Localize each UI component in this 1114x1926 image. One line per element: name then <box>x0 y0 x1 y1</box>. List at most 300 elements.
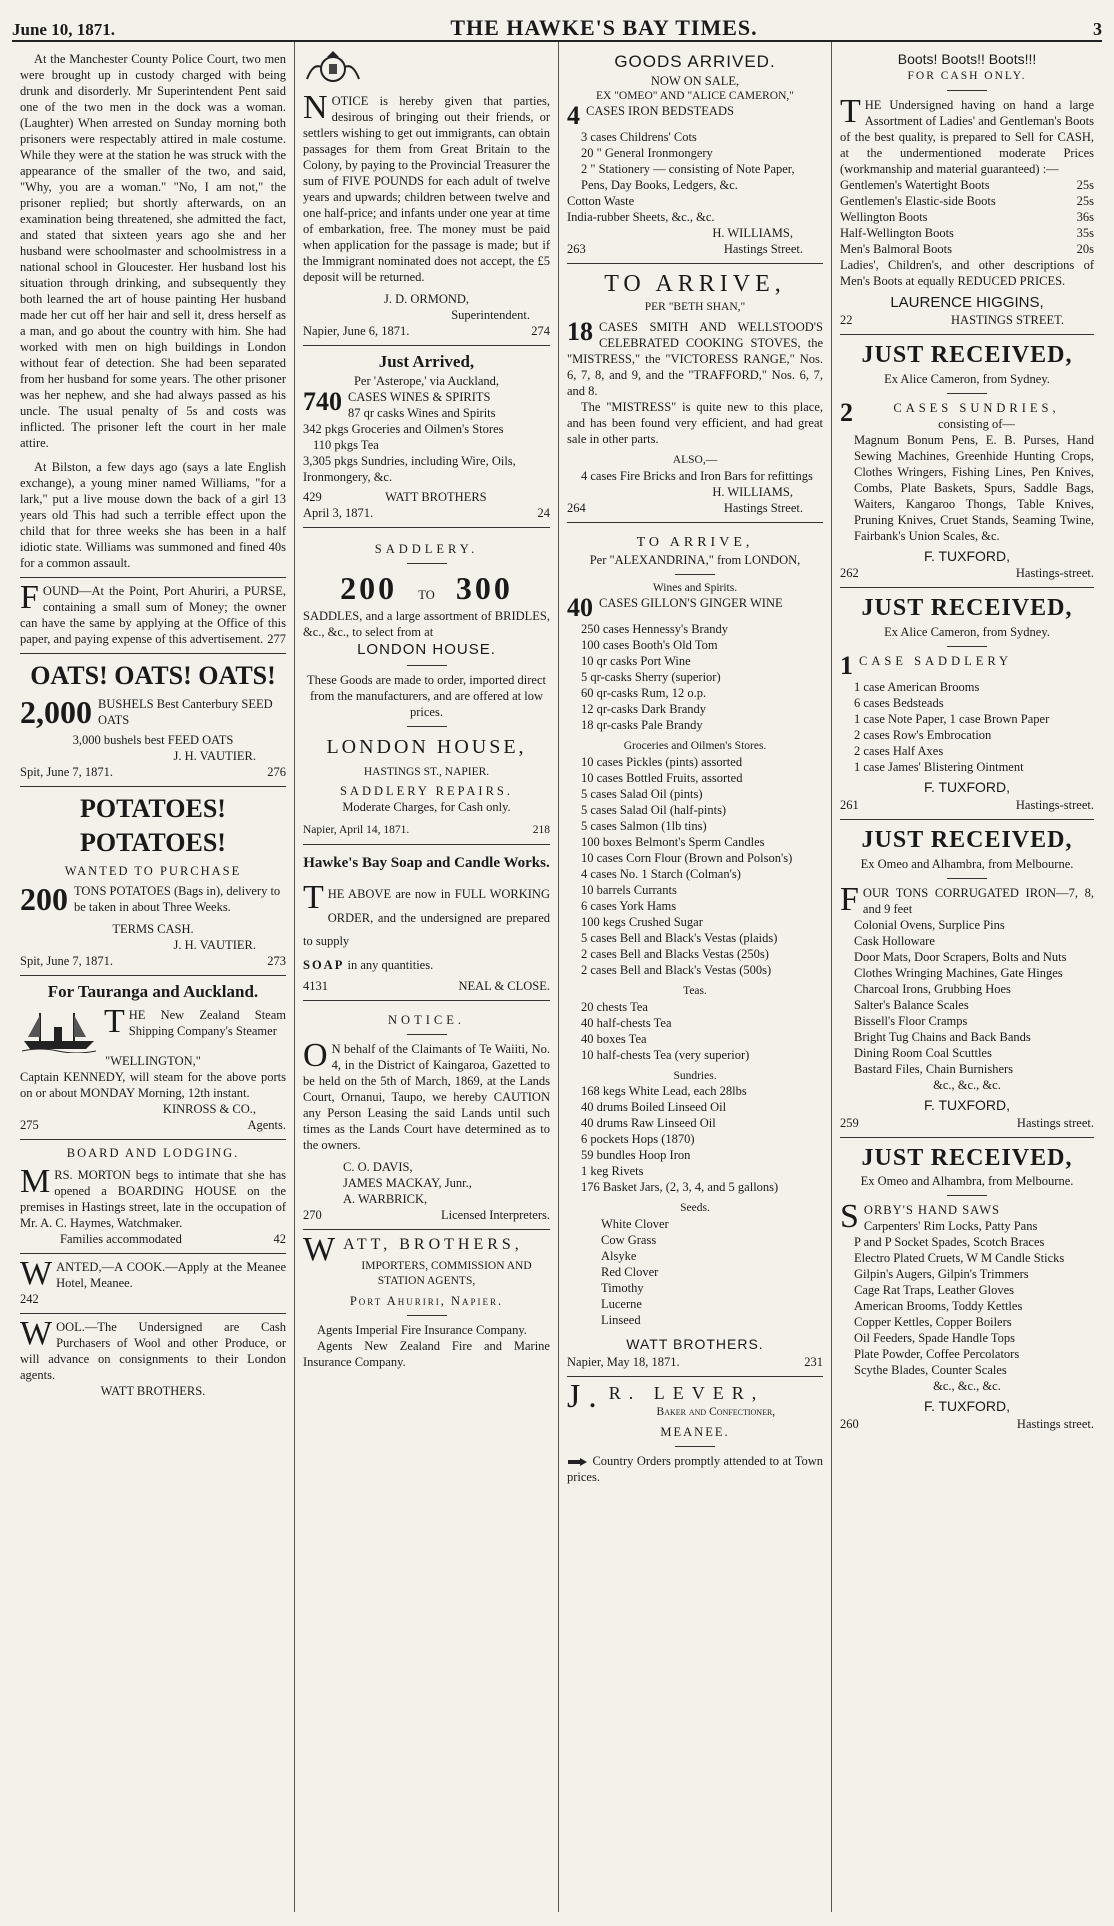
signature: WATT BROTHERS <box>385 489 487 504</box>
shop-address: Hastings Street. <box>723 500 803 515</box>
ad-text: CASES WINES & SPIRITS <box>348 389 491 404</box>
column-1 <box>12 42 295 1912</box>
ad-text: Moderate Charges, for Cash only. <box>342 800 511 815</box>
ad-just-arrived-watt <box>303 346 550 528</box>
ad-headline: TO ARRIVE, <box>636 534 754 550</box>
ad-just-received-2 <box>840 588 1094 820</box>
list-item: Gilpin's Augers, Gilpin's Trimmers <box>854 1267 1029 1282</box>
royal-crest-icon <box>303 51 363 83</box>
signature-title: Superintendent. <box>451 308 530 322</box>
ad-subhead: ALSO,— <box>672 453 718 466</box>
list-item: Electro Plated Cruets, W M Candle Sticks <box>854 1251 1065 1266</box>
price-item: Gentlemen's Watertight Boots <box>840 177 990 192</box>
article-text: At the Manchester County Police Court, two men were brought up in custody charged with being drunk and disorderly. Mr Superintendent Pent said one of the two men in the dock was a woman. (Laughter) When arrested on Sunday morning both prisoners were respectably attired in male costume. While they were at the station he was struck with the appearance of the smaller of the two, and said, "Why, you are a woman." "No, I am not," the prisoner replied; but shortly afterwards, on an examination being threatened, she admitted the fact, and stated that sixteen years ago she and her husband were schoolmaster and schoolmistress in a national school in Gloucester. Her husband lost his situation through drinking, and subsequently they both learned the art of house painting Her husband made her cut off her hair and sell it, dress herself as a man, and go about the country with him. She had worked with men on high buildings in London without fear of detection. She had been separated from her husband for some years. The other prisoner was her nephew, and she had always passed as his uncle. The usual penalty of 5s and costs was inflicted. The prisoner left the court in her male attire. <box>20 52 286 450</box>
ad-text: TONS POTATOES (Bags in), delivery to be taken in about Three Weeks. <box>74 883 281 914</box>
ad-date: April 3, 1871. <box>303 505 374 520</box>
shop-address: MEANEE. <box>660 1424 730 1439</box>
ad-text: ANTED,—A COOK.—Apply at the Meanee Hotel, Meanee. <box>56 1259 286 1290</box>
drop-cap: W <box>20 1314 53 1352</box>
list-item: P and P Socket Spades, Scotch Braces <box>854 1235 1045 1250</box>
ad-text: HE Undersigned having on hand a large Assortment of Ladies' and Gentleman's Boots of the best quality, is prepared to Sell for CASH, at the undermentioned moderate Prices (workmanship and material guaranteed) :— <box>840 97 1094 176</box>
shop-address: Hastings-street. <box>1015 798 1094 813</box>
ad-headline: JUST RECEIVED, <box>861 341 1073 368</box>
ad-text: Country Orders promptly attended to at Town prices. <box>567 1453 824 1484</box>
ad-notice-claimants <box>303 1001 550 1230</box>
ad-number: 218 <box>532 824 550 837</box>
sundries-list <box>567 1083 823 1195</box>
divider <box>947 393 987 394</box>
ad-text: 4 cases Fire Bricks and Iron Bars for refittings <box>581 468 813 483</box>
price-item: Men's Balmoral Boots <box>840 241 952 256</box>
ad-date: Spit, June 7, 1871. <box>20 953 114 968</box>
signature: JAMES MACKAY, Junr., <box>343 1175 472 1190</box>
ad-text: CASE SADDLERY <box>859 654 1013 669</box>
ad-text: 87 qr casks Wines and Spirits <box>348 405 496 420</box>
list-item: Charcoal Irons, Grubbing Hoes <box>854 981 1011 996</box>
signature: F. TUXFORD, <box>923 779 1011 796</box>
divider <box>947 90 987 91</box>
page-number: 3 <box>1093 19 1102 39</box>
column-2 <box>295 42 559 1912</box>
list-item: 100 boxes Belmont's Sperm Candles <box>581 834 765 849</box>
signature: F. TUXFORD, <box>923 547 1011 564</box>
shop-name: LONDON HOUSE, <box>326 735 527 758</box>
ad-number: 22 <box>840 312 853 327</box>
divider <box>407 563 447 564</box>
signature-title: Licensed Interpreters. <box>441 1207 550 1222</box>
column-3 <box>559 42 832 1912</box>
list-item: 1 case Note Paper, 1 case Brown Paper <box>854 712 1050 727</box>
list-item: 1 keg Rivets <box>581 1164 644 1179</box>
ad-text: OUR TONS CORRUGATED IRON—7, 8, and 9 feet <box>862 885 1094 916</box>
ad-text: HE ABOVE are now in FULL WORKING ORDER, and the undersigned are prepared to supply <box>303 886 550 949</box>
list-item: 40 boxes Tea <box>581 1031 647 1046</box>
signature: WATT BROTHERS. <box>100 1383 206 1398</box>
list-item: Alsyke <box>601 1249 637 1264</box>
shop-address: HASTINGS STREET. <box>951 312 1064 327</box>
list-item: 10 cases Bottled Fruits, assorted <box>581 770 743 785</box>
ad-text: ORBY'S HAND SAWS <box>863 1203 1000 1218</box>
signature: H. WILLIAMS, <box>712 484 793 499</box>
ad-text: 342 pkgs Groceries and Oilmen's Stores <box>303 421 504 436</box>
drop-cap: O <box>303 1036 328 1074</box>
list-item: Bastard Files, Chain Burnishers <box>854 1061 1014 1076</box>
ad-potatoes <box>20 787 286 976</box>
ad-headline: BOARD AND LODGING. <box>66 1145 240 1160</box>
ad-just-received-3 <box>840 820 1094 1138</box>
list-item: Cotton Waste <box>567 194 635 209</box>
ad-text: CASES SMITH AND WELLSTOOD'S CELEBRATED COOKING STOVES, the "MISTRESS," the "VICTORESS RANGE," Nos. 6, 7, 8, and 9, and the "TRAFFORD," Nos. 6, 7, and 8. <box>567 319 823 398</box>
quantity: 200 <box>20 880 68 917</box>
ad-headline: NOTICE. <box>388 1012 465 1027</box>
list-item: Plate Powder, Coffee Percolators <box>854 1347 1020 1362</box>
signature: F. TUXFORD, <box>923 1398 1011 1415</box>
list-item: Red Clover <box>601 1265 659 1280</box>
ad-boots <box>840 46 1094 335</box>
divider <box>407 726 447 727</box>
ad-tauranga-steamer <box>20 976 286 1140</box>
ad-text: RS. MORTON begs to intimate that she has opened a BOARDING HOUSE on the premises in Hastings street, late in the occupation of Mr. A. C. Haymes, Watchmaker. <box>20 1167 286 1230</box>
list-item: 5 cases Salad Oil (half-pints) <box>581 802 727 817</box>
list-item: CASES GILLON'S GINGER WINE <box>599 596 783 611</box>
ad-text: Agents Imperial Fire Insurance Company. <box>317 1322 527 1337</box>
ad-date: Napier, May 18, 1871. <box>567 1355 680 1370</box>
list-item: Scythe Blades, Counter Scales <box>854 1363 1007 1378</box>
ad-subhead: NOW ON SALE, <box>650 73 740 88</box>
ad-headline: ATT, BROTHERS, <box>343 1235 523 1253</box>
ad-terms: TERMS CASH. <box>112 921 194 936</box>
ad-date: Napier, April 14, 1871. <box>303 824 410 837</box>
signature: H. WILLIAMS, <box>712 226 793 241</box>
section-heading: Seeds. <box>680 1202 710 1215</box>
list-item: 4 cases No. 1 Starch (Colman's) <box>581 866 741 881</box>
ad-number: 261 <box>840 798 859 813</box>
ad-wanted-cook <box>20 1254 286 1314</box>
ad-headline: SADDLERY. <box>374 541 479 556</box>
shop-address: HASTINGS ST., NAPIER. <box>363 765 490 778</box>
signature: C. O. DAVIS, <box>343 1159 413 1174</box>
list-item: Clothes Wringing Machines, Gate Hinges <box>854 965 1063 980</box>
list-item: Lucerne <box>601 1297 642 1312</box>
section-heading: Teas. <box>683 984 707 997</box>
quantity: 40 <box>567 593 593 623</box>
price-row <box>840 193 1094 209</box>
ad-to-arrive-alexandrina <box>567 523 823 1377</box>
item-list <box>840 917 1094 1077</box>
list-item: Colonial Ovens, Surplice Pins <box>854 917 1005 932</box>
ad-text: IMPORTERS, COMMISSION AND STATION AGENTS, <box>361 1260 532 1288</box>
ad-headline: Hawke's Bay Soap and Candle Works. <box>303 854 550 871</box>
ad-text: SADDLES, and a large assortment of BRIDLES, &c., &c., to select from at <box>303 608 550 639</box>
ad-text: 3,305 pkgs Sundries, including Wire, Oils, Ironmongery, &c. <box>303 453 516 484</box>
ad-headline: R. LEVER, <box>608 1383 765 1404</box>
list-item: 5 qr-casks Sherry (superior) <box>581 670 721 685</box>
drop-cap: F <box>20 579 39 616</box>
steamship-icon <box>20 1007 98 1053</box>
ad-subhead: WANTED TO PURCHASE <box>64 863 242 878</box>
quantity: 200 <box>340 569 398 606</box>
ad-number: 24 <box>537 505 550 520</box>
ad-number: 264 <box>567 500 586 515</box>
divider <box>407 665 447 666</box>
list-item: 10 qr casks Port Wine <box>581 654 691 669</box>
list-item: 2 " Stationery — consisting of Note Paper, Pens, Day Books, Ledgers, &c. <box>581 162 795 193</box>
drop-cap: T <box>303 878 324 916</box>
list-item: Timothy <box>601 1281 644 1296</box>
ad-number: 276 <box>267 765 286 780</box>
ad-text: OUND—At the Point, Port Ahuriri, a PURSE, containing a small sum of Money; the owner can have the same by applying at the Office of this paper, and paying expense of this advertisement. <box>20 584 286 646</box>
list-item: 40 drums Boiled Linseed Oil <box>581 1100 727 1115</box>
ad-goods-arrived <box>567 46 823 264</box>
signature: NEAL & CLOSE. <box>458 978 550 993</box>
list-item: 5 cases Bell and Black's Vestas (plaids) <box>581 930 778 945</box>
ad-number: 231 <box>804 1355 823 1370</box>
ad-just-received-1 <box>840 335 1094 589</box>
list-item: Cage Rat Traps, Leather Gloves <box>854 1283 1015 1298</box>
ad-subhead: FOR CASH ONLY. <box>907 69 1027 82</box>
list-item: 2 cases Row's Embrocation <box>854 728 992 743</box>
column-4 <box>832 42 1102 1912</box>
list-item: India-rubber Sheets, &c., &c. <box>567 210 715 225</box>
section-heading: Wines and Spirits. <box>652 581 738 594</box>
divider <box>407 1034 447 1035</box>
list-item: 20 " General Ironmongery <box>581 146 713 161</box>
shop-address: Port Ahuriri, Napier. <box>349 1293 504 1308</box>
ad-text: CASES SUNDRIES, <box>893 400 1060 415</box>
signature: F. TUXFORD, <box>923 1096 1011 1113</box>
list-item: Linseed <box>601 1313 641 1328</box>
list-item: 40 drums Raw Linseed Oil <box>581 1116 716 1131</box>
list-item: 12 qr-casks Dark Brandy <box>581 702 707 717</box>
ad-number: 262 <box>840 566 859 581</box>
list-item: 6 pockets Hops (1870) <box>581 1132 695 1147</box>
ad-headline: Boots! Boots!! Boots!!! <box>897 51 1037 67</box>
ad-number: 259 <box>840 1115 859 1130</box>
ad-number: 274 <box>531 324 550 338</box>
quantity: 740 <box>303 386 342 416</box>
divider <box>947 878 987 879</box>
shop-address: Hastings street. <box>1016 1115 1094 1130</box>
price-item: Gentlemen's Elastic-side Boots <box>840 193 996 208</box>
ad-headline: For Tauranga and Auckland. <box>47 981 259 1001</box>
ad-watt-brothers-agents <box>303 1230 550 1376</box>
list-item: 18 qr-casks Pale Brandy <box>581 718 703 733</box>
list-item: 1 case American Brooms <box>854 680 980 695</box>
ad-text: 110 pkgs Tea <box>313 437 379 452</box>
signature: WATT BROTHERS. <box>626 1336 764 1353</box>
ad-text: BUSHELS Best Canterbury SEED OATS <box>98 697 273 728</box>
ad-headline: TO ARRIVE, <box>604 271 786 298</box>
ad-text: Captain KENNEDY, will steam for the above ports on or about MONDAY Morning, 12th instant. <box>20 1069 286 1100</box>
item-list <box>840 679 1094 775</box>
quantity: 1 <box>840 651 853 681</box>
ad-headline: POTATOES! POTATOES! <box>80 794 226 857</box>
drop-cap: N <box>303 89 328 126</box>
drop-cap: T <box>840 92 861 130</box>
quantity: 2,000 <box>20 694 92 731</box>
shop-name: LONDON HOUSE. <box>357 640 496 658</box>
ad-headline: JUST RECEIVED, <box>861 1144 1073 1171</box>
list-item: 100 cases Booth's Old Tom <box>581 638 718 653</box>
ad-number: 270 <box>303 1207 322 1222</box>
issue-date: June 10, 1871. <box>12 20 115 39</box>
ad-text: The "MISTRESS" is quite new to this place, and has been found very efficient, and had great sale in other parts. <box>567 399 823 446</box>
ad-number: 277 <box>267 632 286 646</box>
ad-date: Napier, June 6, 1871. <box>303 324 410 338</box>
list-item: 60 qr-casks Rum, 12 o.p. <box>581 686 707 701</box>
ad-oats <box>20 654 286 787</box>
ad-headline: GOODS ARRIVED. <box>614 52 776 71</box>
ad-board-lodging <box>20 1140 286 1254</box>
divider <box>407 1315 447 1316</box>
list-item: 6 cases Bedsteads <box>854 696 944 711</box>
signature-title: Agents. <box>247 1117 286 1132</box>
list-item: 100 kegs Crushed Sugar <box>581 914 703 929</box>
quantity: 4 <box>567 101 580 131</box>
ad-immigrant-notice <box>303 46 550 346</box>
ad-text: OTICE is hereby given that parties, desirous of bringing out their friends, or settlers wishing to get out immigrants, can obtain passages for them from Great Britain to the Colony, by paying to the Provincial Treasurer the sum of FIVE POUNDS for each adult of twelve years and upwards; children between twelve and one half-price; and infants under one year at time of embarkation, free. The money must be paid when application for the passage is made; but if the Immigrant nominated does not accept, the £5 deposit will be returned. <box>303 94 550 284</box>
divider <box>947 1195 987 1196</box>
ad-text: TO <box>418 587 435 602</box>
ad-date: Spit, June 7, 1871. <box>20 765 114 780</box>
ad-wool <box>20 1314 286 1405</box>
divider <box>947 646 987 647</box>
list-item: 10 cases Pickles (pints) assorted <box>581 754 743 769</box>
shop-address: Hastings-street. <box>1015 566 1094 581</box>
ad-text: These Goods are made to order, imported direct from the manufacturers, and are offered at low prices. <box>307 672 546 719</box>
ship-name: "WELLINGTON," <box>105 1053 201 1068</box>
list-item: 20 chests Tea <box>581 999 648 1014</box>
list-item: 168 kegs White Lead, each 28lbs <box>581 1084 747 1099</box>
list-item: 5 cases Salad Oil (pints) <box>581 786 703 801</box>
list-item: White Clover <box>601 1217 669 1232</box>
quantity: 2 <box>840 397 853 427</box>
ad-number: 4131 <box>303 978 328 993</box>
list-item: Bright Tug Chains and Back Bands <box>854 1029 1031 1044</box>
ad-text: 3,000 bushels best FEED OATS <box>72 733 234 748</box>
ad-text: N behalf of the Claimants of Te Waiiti, No. 4, in the District of Kaingaroa, Gazetted to be held on the 5th of March, 1869, at the Lands Court, Ornanui, Taupo, we hereby CAUTION any Person Leasing the said Lands until such times as the Lands Court have determined as to the owners. <box>303 1041 550 1152</box>
signature: A. WARBRICK, <box>343 1191 428 1206</box>
ad-subhead: SADDLERY REPAIRS. <box>339 784 514 799</box>
ad-headline: JUST RECEIVED, <box>861 595 1073 622</box>
list-item: American Brooms, Toddy Kettles <box>854 1299 1023 1314</box>
price-item: Wellington Boots <box>840 209 928 224</box>
pointing-hand-icon <box>567 1456 589 1468</box>
ad-text: Families accommodated <box>60 1231 182 1246</box>
ad-subhead: Ex Omeo and Alhambra, from Melbourne. <box>860 1174 1074 1189</box>
ad-headline: JUST RECEIVED, <box>861 827 1073 854</box>
price-value: 25s <box>1076 177 1094 192</box>
ad-text: &c., &c., &c. <box>933 1379 1001 1394</box>
ad-text: Ladies', Children's, and other descriptions of Men's Boots at equally REDUCED PRICES. <box>840 257 1094 288</box>
drop-cap: M <box>20 1162 51 1200</box>
ad-subhead: Per "ALEXANDRINA," from LONDON, <box>589 552 801 567</box>
ad-subhead: Ex Alice Cameron, from Sydney. <box>884 625 1050 640</box>
price-item: Half-Wellington Boots <box>840 225 954 240</box>
wines-list <box>567 621 823 733</box>
list-item: 2 cases Bell and Blacks Vestas (250s) <box>581 946 769 961</box>
list-item: 3 cases Childrens' Cots <box>581 130 697 145</box>
ad-saddlery <box>303 528 550 845</box>
ad-subhead: Ex Alice Cameron, from Sydney. <box>884 371 1050 386</box>
list-item: 1 case James' Blistering Ointment <box>854 760 1024 775</box>
signature: J. H. VAUTIER. <box>173 749 256 764</box>
price-list <box>840 177 1094 257</box>
ad-number: 242 <box>20 1291 39 1306</box>
ad-subhead: Baker and Confectioner, <box>656 1406 776 1419</box>
divider <box>675 574 715 575</box>
list-item: Oil Feeders, Spade Handle Tops <box>854 1331 1016 1346</box>
ad-text: CASES IRON BEDSTEADS <box>586 104 734 119</box>
price-row <box>840 225 1094 241</box>
product-name: SOAP <box>303 958 345 973</box>
list-item: 6 cases York Hams <box>581 898 677 913</box>
list-item: Door Mats, Door Scrapers, Bolts and Nuts <box>854 949 1067 964</box>
drop-cap: J. <box>567 1378 605 1416</box>
ad-text: OOL.—The Undersigned are Cash Purchasers of Wool and other Produce, or will advance on consignments to their London agents. <box>20 1319 286 1382</box>
price-value: 35s <box>1076 225 1094 240</box>
price-value: 20s <box>1076 241 1094 256</box>
ad-subhead: Per 'Asterope,' via Auckland, <box>353 373 500 388</box>
newspaper-title: THE HAWKE'S BAY TIMES. <box>450 15 758 40</box>
seeds-list <box>567 1216 823 1328</box>
signature: J. D. ORMOND, <box>383 292 470 306</box>
masthead <box>12 14 1102 42</box>
drop-cap: S <box>840 1198 860 1236</box>
list-item: 10 half-chests Tea (very superior) <box>581 1047 750 1062</box>
list-item: 2 cases Bell and Black's Vestas (500s) <box>581 962 772 977</box>
article-text: At Bilston, a few days ago (says a late English exchange), a young miner named Williams, "for a lark," put a live mouse down the back of a girl 13 years old This had such a terrible effect upon the child that for three weeks she has been in a half idiotic state. Williams was summoned and fined 40s for a common assault. <box>20 460 286 570</box>
price-value: 25s <box>1076 193 1094 208</box>
ad-number: 42 <box>273 1231 286 1246</box>
list-item: Salter's Balance Scales <box>854 997 969 1012</box>
ad-text: HE New Zealand Steam Shipping Company's Steamer <box>128 1007 286 1038</box>
shop-address: Hastings street. <box>1016 1417 1094 1432</box>
list-item: 10 barrels Currants <box>581 882 677 897</box>
ad-to-arrive-stoves <box>567 264 823 522</box>
section-heading: Groceries and Oilmen's Stores. <box>623 740 767 753</box>
ad-headline: Just Arrived, <box>378 352 475 371</box>
groceries-list <box>567 754 823 978</box>
ad-text: Magnum Bonum Pens, E. B. Purses, Hand Sewing Machines, Greenhide Hunting Crops, Clothes Wringers, Fishing Lines, Pen Knives, Combs, Plate Baskets, Spurs, Saddle Bags, Waiters, Kangaroo Thongs, Table Knives, Pruning Knives, Cruet Stands, Seaming Twine, Fairbank's Union Scales, &c. <box>854 432 1094 543</box>
list-item: 40 half-chests Tea <box>581 1015 672 1030</box>
quantity: 18 <box>567 316 593 346</box>
signature: LAURENCE HIGGINS, <box>890 293 1044 311</box>
ad-lever-baker <box>567 1377 823 1491</box>
ad-text: in any quantities. <box>347 958 434 973</box>
list-item: Copper Kettles, Copper Boilers <box>854 1315 1012 1330</box>
drop-cap: W <box>303 1230 340 1268</box>
quantity: 300 <box>455 569 513 606</box>
ad-number: 263 <box>567 242 586 257</box>
item-list <box>840 1218 1094 1378</box>
shop-address: Hastings Street. <box>723 242 803 257</box>
ad-number: 273 <box>267 953 286 968</box>
divider <box>675 1446 715 1447</box>
list-item: 10 cases Corn Flour (Brown and Polson's) <box>581 850 793 865</box>
ad-just-received-4 <box>840 1138 1094 1439</box>
ad-subhead: EX "OMEO" AND "ALICE CAMERON," <box>596 89 794 102</box>
signature: J. H. VAUTIER. <box>173 937 256 952</box>
ad-number: 275 <box>20 1117 39 1132</box>
list-item: Carpenters' Rim Locks, Patty Pans <box>863 1219 1038 1234</box>
ad-headline: OATS! OATS! OATS! <box>30 661 276 690</box>
list-item: 2 cases Half Axes <box>854 744 944 759</box>
list-item: 250 cases Hennessy's Brandy <box>581 622 729 637</box>
list-item: Cow Grass <box>601 1233 657 1248</box>
ad-text: consisting of— <box>938 416 1015 431</box>
price-value: 36s <box>1076 209 1094 224</box>
list-item: Dining Room Coal Scuttles <box>854 1045 992 1060</box>
price-row <box>840 209 1094 225</box>
list-item: 5 cases Salmon (1lb tins) <box>581 818 707 833</box>
list-item: 59 bundles Hoop Iron <box>581 1148 691 1163</box>
news-article-manchester <box>20 46 286 578</box>
list-item: Cask Holloware <box>854 933 935 948</box>
price-row <box>840 177 1094 193</box>
drop-cap: T <box>104 1006 125 1040</box>
ad-subhead: PER "BETH SHAN," <box>644 301 746 314</box>
list-item: 176 Basket Jars, (2, 3, 4, and 5 gallons) <box>581 1180 779 1195</box>
ad-number: 429 <box>303 489 322 504</box>
ad-number: 260 <box>840 1417 859 1432</box>
section-heading: Sundries. <box>673 1069 717 1082</box>
drop-cap: F <box>840 880 859 918</box>
ad-soap-works <box>303 845 550 1001</box>
tea-list <box>567 999 823 1063</box>
price-row <box>840 241 1094 257</box>
ad-text: &c., &c., &c. <box>933 1077 1001 1092</box>
